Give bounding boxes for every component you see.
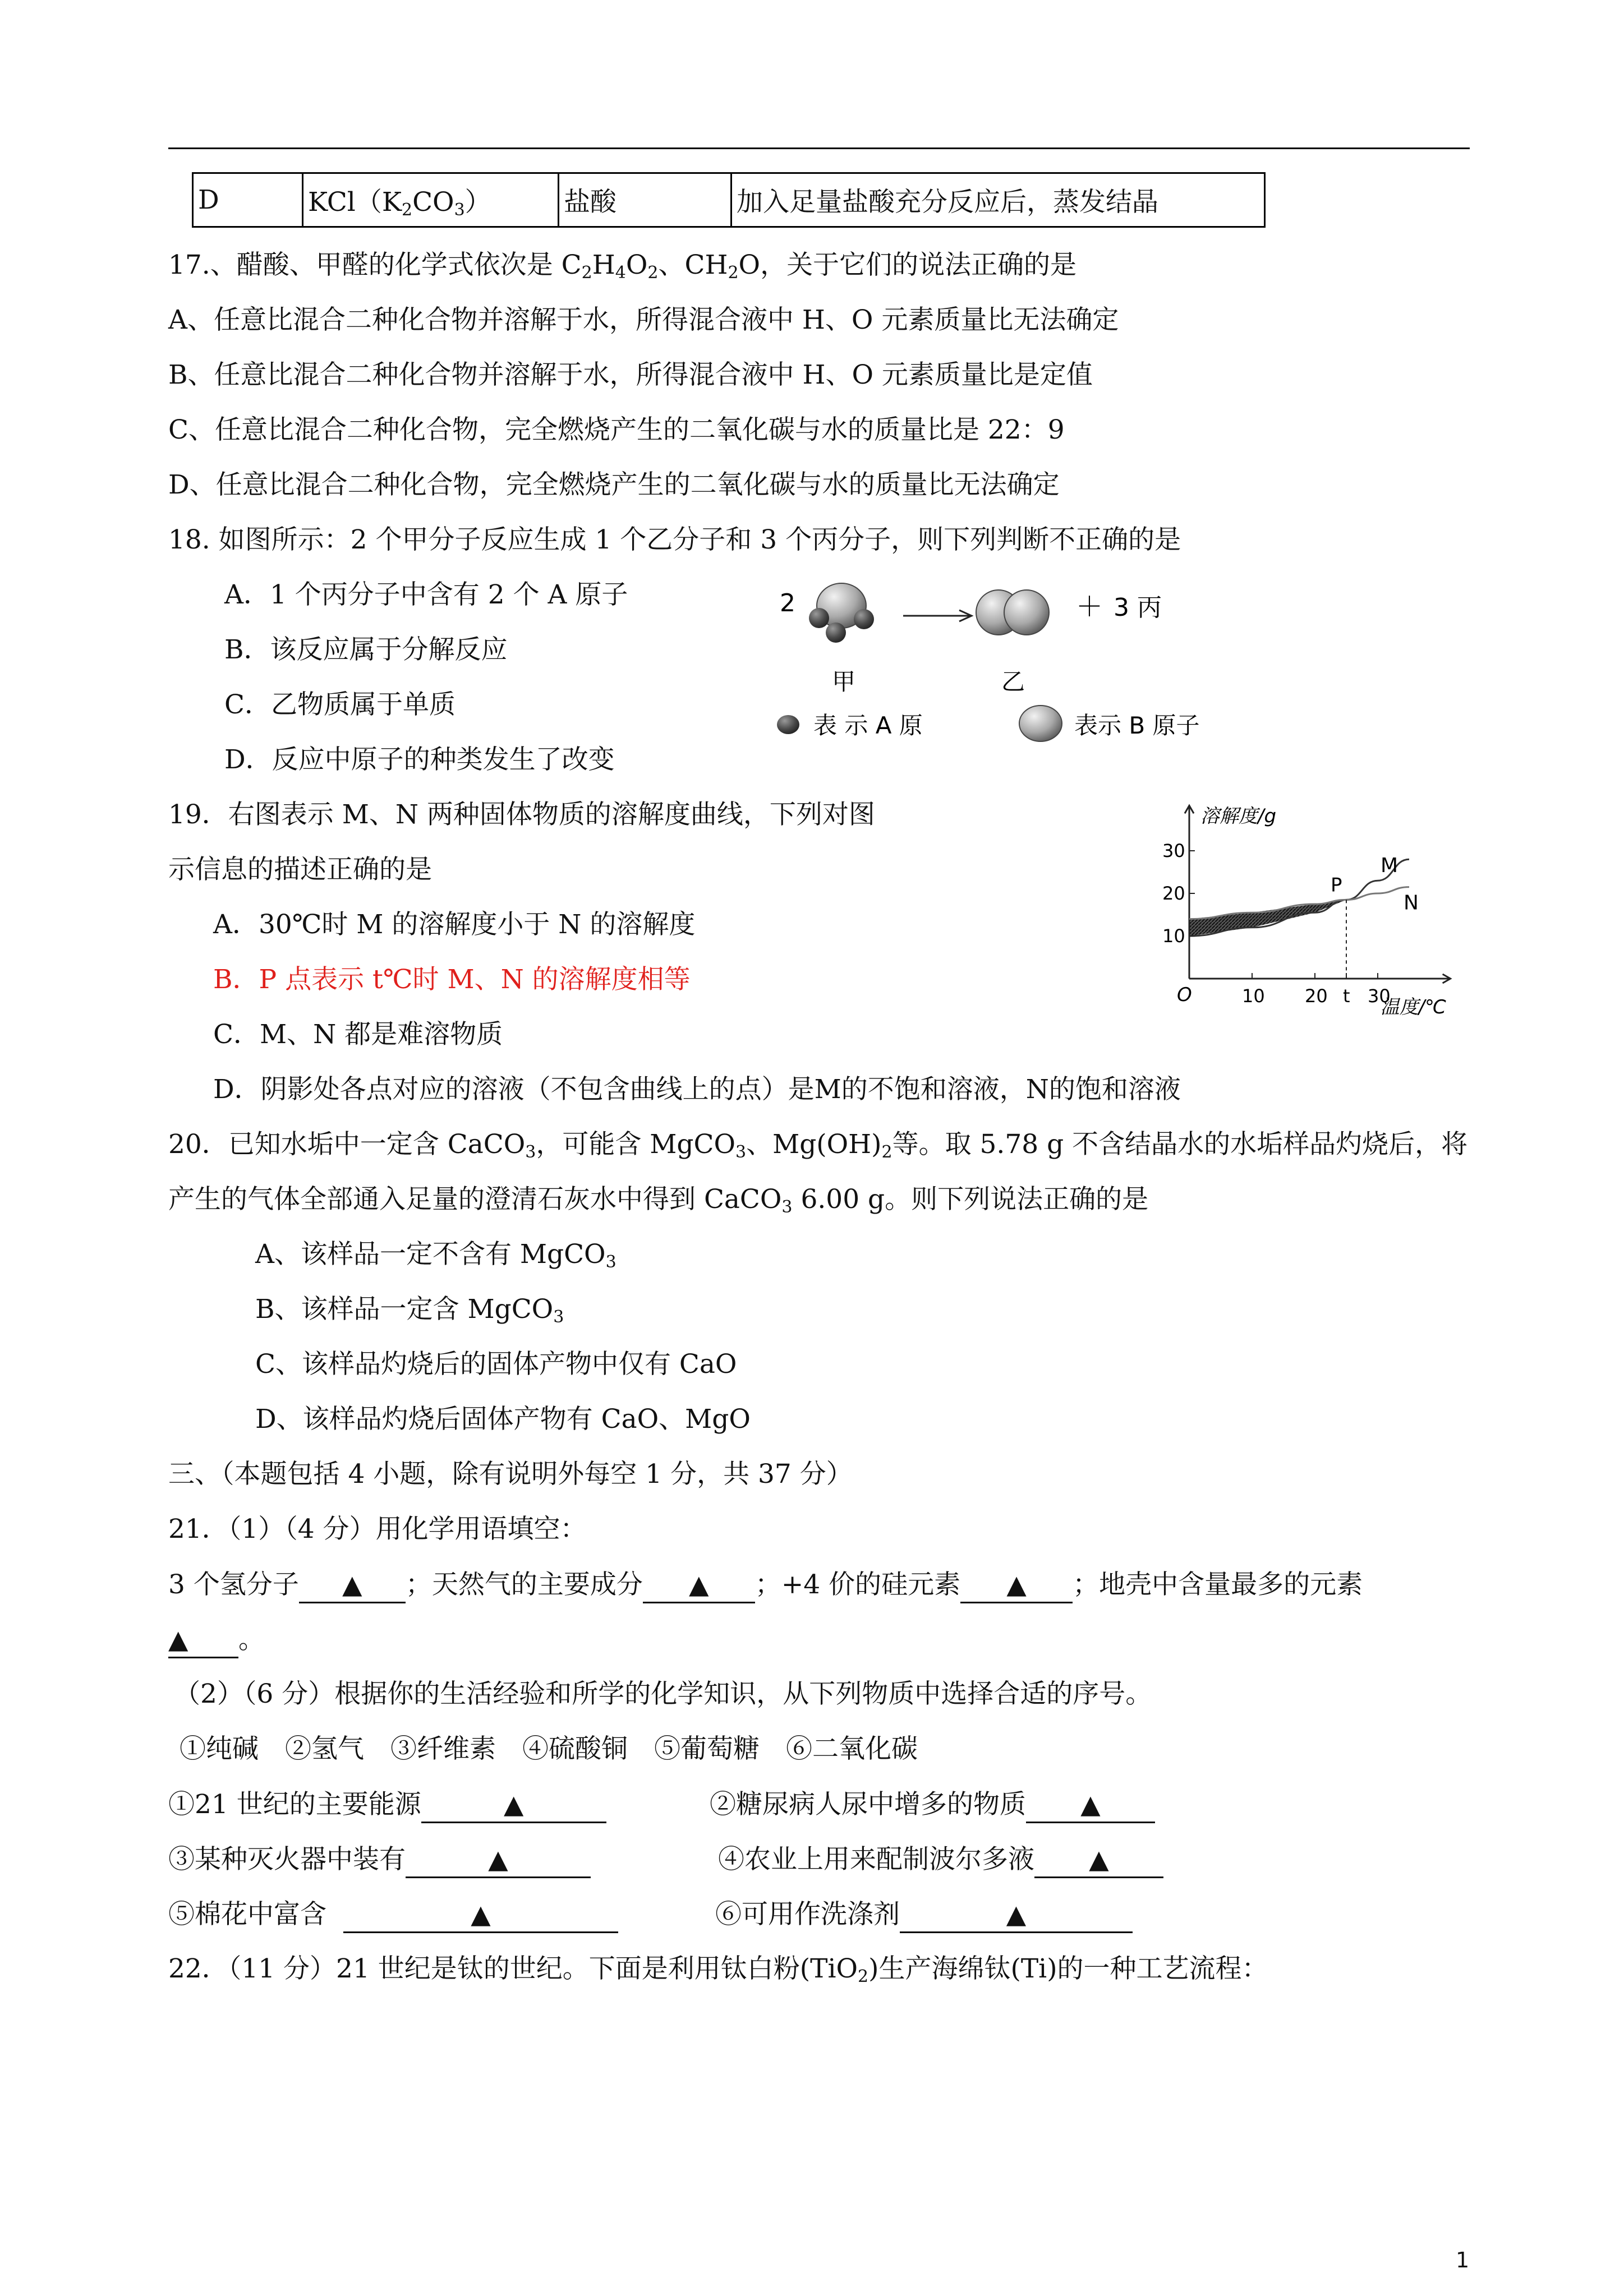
y-tick-label: 10 [1162, 925, 1185, 947]
options-table-row-d [192, 172, 1266, 228]
series-m-label: M [1381, 854, 1398, 878]
answer-blank[interactable]: ▲ [960, 1567, 1073, 1603]
label-jia: 甲 [832, 668, 856, 695]
table-cell-label: D [193, 173, 303, 227]
origin-label: O [1177, 984, 1192, 1006]
q20-stem-line1: 20．已知水垢中一定含 CaCO$_3$，可能含 MgCO$_3$、$Mg(OH)_2$等。取 5.78 g 不含结晶水的水垢样品灼烧后，将 [168, 1129, 1468, 1162]
x-tick-label: t [1343, 985, 1350, 1007]
table-cell-method: 加入足量盐酸充分反应后，蒸发结晶 [732, 173, 1265, 227]
header-rule [168, 147, 1470, 149]
plus-sign: ＋ [1076, 591, 1103, 623]
legend-a-text: 表 示 A 原 [813, 712, 923, 739]
q18-option-b: B．该反应属于分解反应 [224, 634, 508, 665]
y-tick-label: 20 [1162, 883, 1185, 904]
answer-blank[interactable]: ▲ [406, 1842, 591, 1878]
q19-stem-line1: 19．右图表示 M、N 两种固体物质的溶解度曲线，下列对图 [168, 799, 875, 830]
q21-stem: 21．（1）（4 分）用化学用语填空： [168, 1514, 587, 1545]
q21-part1-line: 3 个氢分子 ▲ ；天然气的主要成分 ▲ ；+4 价的硅元素 ▲ ；地壳中含量最多的元素 [168, 1567, 1363, 1603]
q20-option-d: D、该样品灼烧后固体产物有 CaO、MgO [255, 1404, 751, 1435]
answer-blank[interactable]: ▲ [343, 1897, 618, 1933]
q19-stem-line2: 示信息的描述正确的是 [168, 854, 432, 885]
point-p-label: P [1331, 874, 1342, 897]
answer-blank[interactable]: ▲ [168, 1622, 238, 1658]
q20-stem-line2: 产生的气体全部通入足量的澄清石灰水中得到 CaCO$_3$ 6.00 g。则下列说法正确的是 [168, 1184, 1149, 1217]
x-axis-label: 温度/℃ [1380, 996, 1447, 1018]
legend-b-text: 表示 B 原子 [1074, 712, 1200, 739]
answer-blank[interactable]: ▲ [900, 1897, 1133, 1933]
y-axis-label: 溶解度/g [1200, 805, 1277, 828]
q21-fill-5: ⑤棉花中富含 ▲ [168, 1897, 618, 1933]
solubility-chart [1144, 774, 1459, 1021]
answer-blank[interactable]: ▲ [1026, 1787, 1155, 1823]
q21-fill-6: ⑥可用作洗涤剂 ▲ [715, 1897, 1133, 1933]
q17-option-c: C、任意比混合二种化合物，完全燃烧产生的二氧化碳与水的质量比是 22：9 [168, 414, 1065, 445]
q19-option-b: B．P 点表示 t℃时 M、N 的溶解度相等 [213, 964, 691, 995]
coefficient-left: 2 [780, 589, 795, 617]
q18-option-a: A．1 个丙分子中含有 2 个 A 原子 [224, 579, 628, 610]
q17-stem: 17.、醋酸、甲醛的化学式依次是 $C_2H_4O_2$、$CH_2O$，关于它们的说法正确的是 [168, 250, 1077, 283]
q18-stem: 18. 如图所示：2 个甲分子反应生成 1 个乙分子和 3 个丙分子，则下列判断不正确的是 [168, 524, 1181, 555]
molecule-yi [976, 590, 1049, 635]
legend-b-atom-icon [1019, 706, 1062, 741]
table-cell-substance: $KCl(K_2CO_3)$ [303, 173, 559, 227]
x-tick-label: 20 [1305, 985, 1328, 1007]
series-n-label: N [1404, 891, 1419, 915]
molecule-reaction-figure [769, 572, 1229, 751]
answer-blank[interactable]: ▲ [643, 1567, 755, 1603]
q21-choices: ①纯碱 ②氢气 ③纤维素 ④硫酸铜 ⑤葡萄糖 ⑥二氧化碳 [180, 1733, 918, 1764]
molecule-jia [809, 583, 874, 643]
q19-option-a: A．30℃时 M 的溶解度小于 N 的溶解度 [213, 909, 696, 940]
coefficient-right: 3 丙 [1114, 593, 1162, 622]
x-tick-label: 30 [1368, 985, 1391, 1007]
q20-option-a: A、该样品一定不含有 MgCO$_3$ [255, 1239, 617, 1272]
q21-fill-2: ②糖尿病人尿中增多的物质 ▲ [710, 1787, 1155, 1823]
x-tick-label: 10 [1242, 985, 1265, 1007]
q18-option-d: D．反应中原子的种类发生了改变 [224, 744, 615, 775]
q20-option-b: B、该样品一定含 MgCO$_3$ [255, 1294, 564, 1327]
q21-part1-line2: ▲ 。 [168, 1622, 265, 1658]
answer-blank[interactable]: ▲ [299, 1567, 406, 1603]
y-tick-label: 30 [1162, 840, 1185, 861]
table-cell-reagent: 盐酸 [559, 173, 732, 227]
page-number: 1 [1456, 2248, 1470, 2272]
label-yi: 乙 [1001, 668, 1025, 695]
q19-option-d: D．阴影处各点对应的溶液（不包含曲线上的点）是M的不饱和溶液，N的饱和溶液 [213, 1074, 1181, 1105]
q17-option-b: B、任意比混合二种化合物并溶解于水，所得混合液中 H、O 元素质量比是定值 [168, 359, 1093, 390]
table-row [193, 173, 1265, 227]
q21-fill-1: ①21 世纪的主要能源 ▲ [168, 1787, 606, 1823]
q19-option-c: C．M、N 都是难溶物质 [213, 1019, 503, 1050]
q21-fill-4: ④农业上用来配制波尔多液 ▲ [718, 1842, 1163, 1878]
answer-blank[interactable]: ▲ [1034, 1842, 1163, 1878]
q17-option-a: A、任意比混合二种化合物并溶解于水，所得混合液中 H、O 元素质量比无法确定 [168, 305, 1119, 335]
q18-option-c: C．乙物质属于单质 [224, 689, 456, 720]
q20-option-c: C、该样品灼烧后的固体产物中仅有 CaO [255, 1349, 737, 1380]
q21-part2-stem: （2）（6 分）根据你的生活经验和所学的化学知识，从下列物质中选择合适的序号。 [174, 1679, 1152, 1709]
legend-a-atom-icon [777, 715, 799, 734]
q21-fill-3: ③某种灭火器中装有 ▲ [168, 1842, 591, 1878]
q17-option-d: D、任意比混合二种化合物，完全燃烧产生的二氧化碳与水的质量比无法确定 [168, 469, 1060, 500]
reaction-arrow [903, 610, 972, 621]
q22-stem: 22．（11 分）21 世纪是钛的世纪。下面是利用钛白粉(TiO$_2$)生产海绵钛(Ti)的一种工艺流程： [168, 1953, 1268, 1986]
answer-blank[interactable]: ▲ [421, 1787, 606, 1823]
section-3-heading: 三、（本题包括 4 小题，除有说明外每空 1 分，共 37 分） [168, 1459, 853, 1490]
